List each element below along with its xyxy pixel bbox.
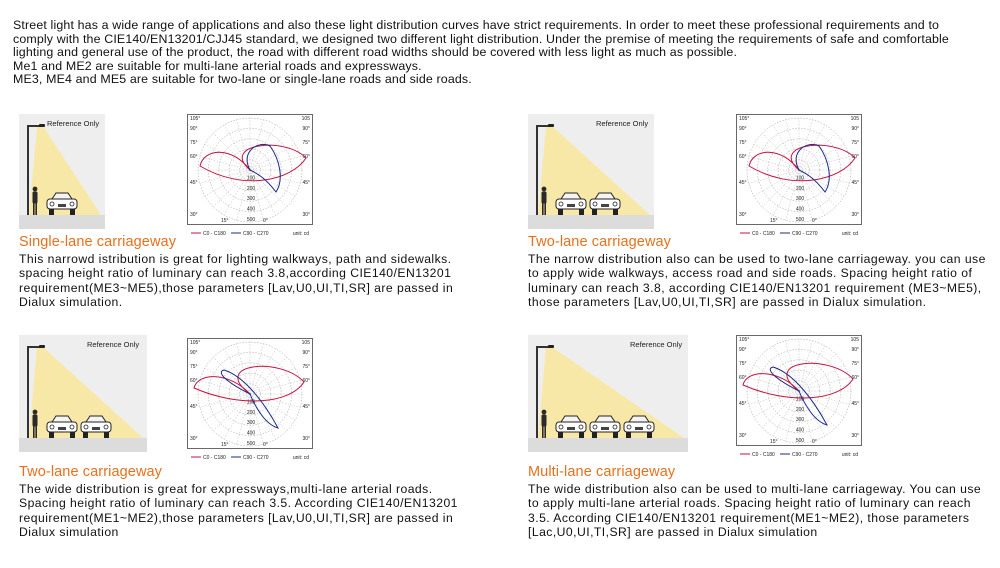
radial-label: 200 bbox=[246, 409, 256, 416]
car-wheel bbox=[49, 432, 54, 438]
radial-label: 100 bbox=[795, 396, 805, 403]
lamp-head-icon bbox=[548, 124, 554, 127]
car-headlight bbox=[70, 425, 74, 429]
legend-label-c0: C0 - C180 bbox=[752, 231, 775, 237]
angle-label-right: 75° bbox=[851, 361, 859, 367]
angle-label-left: 15° bbox=[221, 442, 229, 448]
car-wheel bbox=[579, 209, 584, 215]
angle-label-left: 30° bbox=[739, 212, 747, 218]
car-headlight bbox=[50, 425, 54, 429]
pedestrian-leg bbox=[35, 426, 37, 438]
angle-label-bottom: 0° bbox=[263, 442, 268, 448]
angle-label-right: 45° bbox=[302, 404, 310, 410]
desc-line: luminary can reach 3.8, according CIE140/EN13201 requirement (ME3~ME5), bbox=[528, 280, 982, 295]
car-headlight bbox=[579, 202, 583, 206]
angle-label-left: 90° bbox=[739, 347, 747, 353]
desc-line: Spacing height ratio of luminary can reach 3.5. According CIE140/EN13201 bbox=[19, 496, 458, 511]
road-ground bbox=[19, 438, 147, 452]
angle-label-right: 45° bbox=[851, 180, 859, 186]
panel-heading: Single-lane carriageway bbox=[19, 234, 177, 250]
angle-label-right: 30° bbox=[851, 212, 859, 218]
angle-label-right: 105 bbox=[850, 337, 859, 343]
radial-label: 100 bbox=[246, 175, 256, 182]
legend-label-c0: C0 - C180 bbox=[752, 452, 775, 458]
angle-label-left: 75° bbox=[190, 364, 198, 370]
angle-label-left: 60° bbox=[739, 375, 747, 381]
pedestrian-leg bbox=[33, 203, 35, 215]
angle-label-right: 30° bbox=[302, 212, 310, 218]
legend-label-c0: C0 - C180 bbox=[203, 231, 226, 237]
angle-label-right: 45° bbox=[851, 401, 859, 407]
angle-label-right: 90° bbox=[851, 126, 859, 132]
reference-only-label: Reference Only bbox=[87, 340, 140, 349]
pedestrian-body bbox=[542, 192, 547, 204]
panel-description bbox=[528, 482, 990, 539]
angle-label-left: 90° bbox=[190, 126, 198, 132]
car-wheel bbox=[592, 209, 597, 215]
legend-label-c0: C0 - C180 bbox=[203, 455, 226, 461]
car-headlight bbox=[50, 202, 54, 206]
unit-label: unit: cd bbox=[292, 455, 309, 461]
angle-label-left: 90° bbox=[190, 350, 198, 356]
angle-label-right: 105 bbox=[850, 116, 859, 122]
angle-label-left: 105° bbox=[190, 116, 201, 122]
car-wheel bbox=[613, 432, 618, 438]
desc-line: spacing height ratio of luminary can reach 3.8,according CIE140/EN13201 bbox=[19, 266, 452, 281]
angle-label-right: 30° bbox=[302, 436, 310, 442]
desc-line: requirement(ME3~ME5),those parameters [Lav,U0,UI,TI,SR] are passed in bbox=[19, 280, 454, 295]
radial-label: 400 bbox=[246, 206, 256, 213]
road-illustration bbox=[19, 335, 147, 452]
car-headlight bbox=[104, 425, 108, 429]
car-roof bbox=[52, 416, 72, 422]
legend-label-c90: C90 - C270 bbox=[243, 455, 269, 461]
angle-label-left: 105° bbox=[739, 337, 750, 343]
car-wheel bbox=[579, 432, 584, 438]
angle-label-right: 75° bbox=[302, 364, 310, 370]
desc-line: This narrowd istribution is great for lighting walkways, path and sidewalks. bbox=[19, 252, 452, 266]
lamp-head-icon bbox=[39, 345, 45, 348]
polar-diagram bbox=[736, 114, 862, 240]
car-roof bbox=[595, 193, 615, 199]
car-headlight bbox=[593, 425, 597, 429]
intro-line: lighting and general use of the product, the road with different road widths should be covered with less light as much as possible. bbox=[13, 45, 738, 60]
polar-diagram bbox=[736, 335, 862, 461]
pedestrian-icon bbox=[542, 187, 547, 192]
angle-label-right: 105 bbox=[301, 116, 310, 122]
car-wheel bbox=[70, 432, 75, 438]
road-ground bbox=[19, 215, 105, 229]
angle-label-left: 15° bbox=[770, 218, 778, 224]
angle-label-bottom: 0° bbox=[812, 439, 817, 445]
angle-label-right: 105 bbox=[301, 340, 310, 346]
angle-label-right: 60° bbox=[302, 154, 310, 160]
reference-only-label: Reference Only bbox=[596, 119, 649, 128]
desc-line: to apply multi-lane arterial roads. Spacing height ratio of luminary can reach bbox=[528, 496, 971, 511]
pedestrian-icon bbox=[542, 410, 547, 415]
angle-label-right: 90° bbox=[302, 126, 310, 132]
lamp-pole bbox=[27, 126, 29, 215]
car-wheel bbox=[613, 209, 618, 215]
unit-label: unit: cd bbox=[841, 452, 858, 458]
angle-label-left: 30° bbox=[739, 433, 747, 439]
pedestrian-body bbox=[33, 415, 38, 427]
angle-label-left: 60° bbox=[739, 154, 747, 160]
car-headlight bbox=[593, 202, 597, 206]
road-ground bbox=[528, 438, 688, 452]
angle-label-left: 75° bbox=[739, 140, 747, 146]
car-grille bbox=[601, 204, 609, 207]
panel-multi-lane-wide bbox=[528, 335, 998, 540]
angle-label-left: 45° bbox=[190, 404, 198, 410]
lamp-pole bbox=[27, 347, 29, 438]
car-wheel bbox=[49, 209, 54, 215]
lamp-arm bbox=[27, 346, 41, 348]
angle-label-left: 60° bbox=[190, 154, 198, 160]
car-wheel bbox=[70, 209, 75, 215]
desc-line: to apply wide walkways, access road and side roads. Spacing height ratio of bbox=[528, 266, 973, 281]
pedestrian-body bbox=[33, 192, 38, 204]
car-wheel bbox=[558, 209, 563, 215]
angle-label-left: 45° bbox=[739, 401, 747, 407]
car-grille bbox=[635, 427, 643, 430]
radial-label: 300 bbox=[795, 196, 805, 203]
radial-label: 400 bbox=[795, 206, 805, 213]
panel-single-lane-narrow bbox=[19, 114, 489, 314]
panel-description bbox=[19, 252, 481, 309]
panel-two-lane-narrow bbox=[528, 114, 998, 314]
legend-label-c90: C90 - C270 bbox=[792, 452, 818, 458]
radial-label: 300 bbox=[246, 420, 256, 427]
radial-label: 400 bbox=[246, 430, 256, 437]
street-scene-image bbox=[19, 114, 105, 229]
radial-label: 500 bbox=[246, 217, 256, 223]
lamp-arm bbox=[27, 125, 41, 127]
panel-heading: Multi-lane carriageway bbox=[528, 464, 676, 480]
car-grille bbox=[58, 204, 66, 207]
intro-line: Street light has a wide range of applications and also these light distribution curves have strict requirements. In order to meet these professional requirements and to bbox=[13, 18, 940, 32]
lamp-head-icon bbox=[39, 124, 45, 127]
angle-label-left: 30° bbox=[190, 212, 198, 218]
desc-line: [Lac,U0,UI,TI,SR] are passed in Dialux simulation bbox=[528, 524, 818, 539]
street-scene-image bbox=[528, 114, 654, 229]
pedestrian-body bbox=[542, 415, 547, 427]
car-grille bbox=[601, 427, 609, 430]
angle-label-bottom: 0° bbox=[263, 218, 268, 224]
angle-label-left: 105° bbox=[190, 340, 201, 346]
angle-label-right: 30° bbox=[851, 433, 859, 439]
car-roof bbox=[629, 416, 649, 422]
pedestrian-icon bbox=[33, 410, 38, 415]
car-roof bbox=[595, 416, 615, 422]
radial-label: 400 bbox=[795, 427, 805, 434]
angle-label-left: 75° bbox=[739, 361, 747, 367]
desc-line: Dialux simulation bbox=[19, 524, 119, 539]
panel-description bbox=[19, 482, 481, 539]
angle-label-left: 45° bbox=[190, 180, 198, 186]
car-headlight bbox=[613, 202, 617, 206]
angle-label-left: 15° bbox=[221, 218, 229, 224]
radial-label: 300 bbox=[795, 417, 805, 424]
angle-label-left: 105° bbox=[739, 116, 750, 122]
radial-label: 500 bbox=[795, 217, 805, 223]
angle-label-right: 75° bbox=[302, 140, 310, 146]
car-headlight bbox=[613, 425, 617, 429]
radial-label: 100 bbox=[795, 175, 805, 182]
lamp-head-icon bbox=[548, 345, 554, 348]
car-grille bbox=[567, 204, 575, 207]
legend-label-c90: C90 - C270 bbox=[792, 231, 818, 237]
angle-label-right: 75° bbox=[851, 140, 859, 146]
car-roof bbox=[561, 416, 581, 422]
car-grille bbox=[567, 427, 575, 430]
car-roof bbox=[86, 416, 106, 422]
radial-label: 500 bbox=[246, 441, 256, 447]
desc-line: 3.5. According CIE140/EN13201 requirement(ME1~ME2), those parameters bbox=[528, 510, 970, 525]
radial-label: 200 bbox=[795, 406, 805, 413]
angle-label-left: 90° bbox=[739, 126, 747, 132]
lamp-arm bbox=[536, 125, 550, 127]
angle-label-right: 60° bbox=[851, 154, 859, 160]
pedestrian-leg bbox=[544, 203, 546, 215]
road-illustration bbox=[528, 335, 688, 452]
polar-diagram bbox=[187, 114, 313, 240]
pedestrian-icon bbox=[33, 187, 38, 192]
panel-heading: Two-lane carriageway bbox=[528, 234, 672, 250]
legend-label-c90: C90 - C270 bbox=[243, 231, 269, 237]
unit-label: unit: cd bbox=[841, 231, 858, 237]
panel-heading: Two-lane carriageway bbox=[19, 464, 163, 480]
polar-diagram bbox=[187, 338, 313, 464]
pedestrian-leg bbox=[544, 426, 546, 438]
car-wheel bbox=[592, 432, 597, 438]
street-scene-image bbox=[19, 335, 147, 452]
car-roof bbox=[561, 193, 581, 199]
angle-label-right: 60° bbox=[302, 378, 310, 384]
car-headlight bbox=[559, 425, 563, 429]
car-wheel bbox=[104, 432, 109, 438]
reference-only-label: Reference Only bbox=[630, 340, 683, 349]
desc-line: The narrow distribution also can be used to two-lane carriageway. you can use bbox=[528, 252, 986, 266]
car-headlight bbox=[559, 202, 563, 206]
intro-text bbox=[13, 19, 993, 87]
angle-label-right: 60° bbox=[851, 375, 859, 381]
unit-label: unit: cd bbox=[292, 231, 309, 237]
panel-description bbox=[528, 252, 990, 309]
angle-label-right: 45° bbox=[302, 180, 310, 186]
intro-line: ME3, ME4 and ME5 are suitable for two-lane or single-lane roads and side roads. bbox=[13, 72, 472, 87]
pedestrian-leg bbox=[35, 203, 37, 215]
angle-label-bottom: 0° bbox=[812, 218, 817, 224]
radial-label: 300 bbox=[246, 196, 256, 203]
angle-label-left: 15° bbox=[770, 439, 778, 445]
pedestrian-leg bbox=[33, 426, 35, 438]
car-headlight bbox=[647, 425, 651, 429]
road-illustration bbox=[528, 114, 654, 229]
reference-only-label: Reference Only bbox=[47, 119, 100, 128]
car-grille bbox=[58, 427, 66, 430]
desc-line: requirement(ME1~ME2),those parameters [Lav,U0,UI,TI,SR] are passed in bbox=[19, 510, 454, 525]
angle-label-left: 75° bbox=[190, 140, 198, 146]
desc-line: those parameters [Lav,U0,UI,TI,SR] are passed in Dialux simulation. bbox=[528, 294, 927, 309]
radial-label: 200 bbox=[795, 185, 805, 192]
road-ground bbox=[528, 215, 654, 229]
pedestrian-leg bbox=[542, 426, 544, 438]
car-roof bbox=[52, 193, 72, 199]
car-wheel bbox=[626, 432, 631, 438]
road-illustration bbox=[19, 114, 105, 229]
radial-label: 200 bbox=[246, 185, 256, 192]
intro-line: Me1 and ME2 are suitable for multi-lane arterial roads and expressways. bbox=[13, 58, 422, 73]
street-scene-image bbox=[528, 335, 688, 452]
car-headlight bbox=[627, 425, 631, 429]
car-wheel bbox=[647, 432, 652, 438]
angle-label-left: 60° bbox=[190, 378, 198, 384]
angle-label-right: 90° bbox=[302, 350, 310, 356]
lamp-pole bbox=[536, 126, 538, 215]
angle-label-right: 90° bbox=[851, 347, 859, 353]
angle-label-left: 30° bbox=[190, 436, 198, 442]
panel-two-lane-wide bbox=[19, 335, 489, 540]
car-headlight bbox=[579, 425, 583, 429]
angle-label-left: 45° bbox=[739, 180, 747, 186]
lamp-pole bbox=[536, 347, 538, 438]
radial-label: 100 bbox=[246, 399, 256, 406]
car-wheel bbox=[558, 432, 563, 438]
car-wheel bbox=[83, 432, 88, 438]
car-headlight bbox=[70, 202, 74, 206]
pedestrian-leg bbox=[542, 203, 544, 215]
radial-label: 500 bbox=[795, 438, 805, 444]
desc-line: Dialux simulation. bbox=[19, 294, 123, 309]
desc-line: The wide distribution also can be used to multi-lane carriageway. You can use bbox=[528, 482, 982, 496]
car-grille bbox=[92, 427, 100, 430]
desc-line: The wide distribution is great for expressways,multi-lane arterial roads. bbox=[19, 482, 433, 496]
intro-line: comply with the CIE140/EN13201/CJJ45 standard, we designed two different light distribution. Under the premise of meeting the requirements of safe and comfortable bbox=[13, 31, 949, 46]
lamp-arm bbox=[536, 346, 550, 348]
car-headlight bbox=[84, 425, 88, 429]
